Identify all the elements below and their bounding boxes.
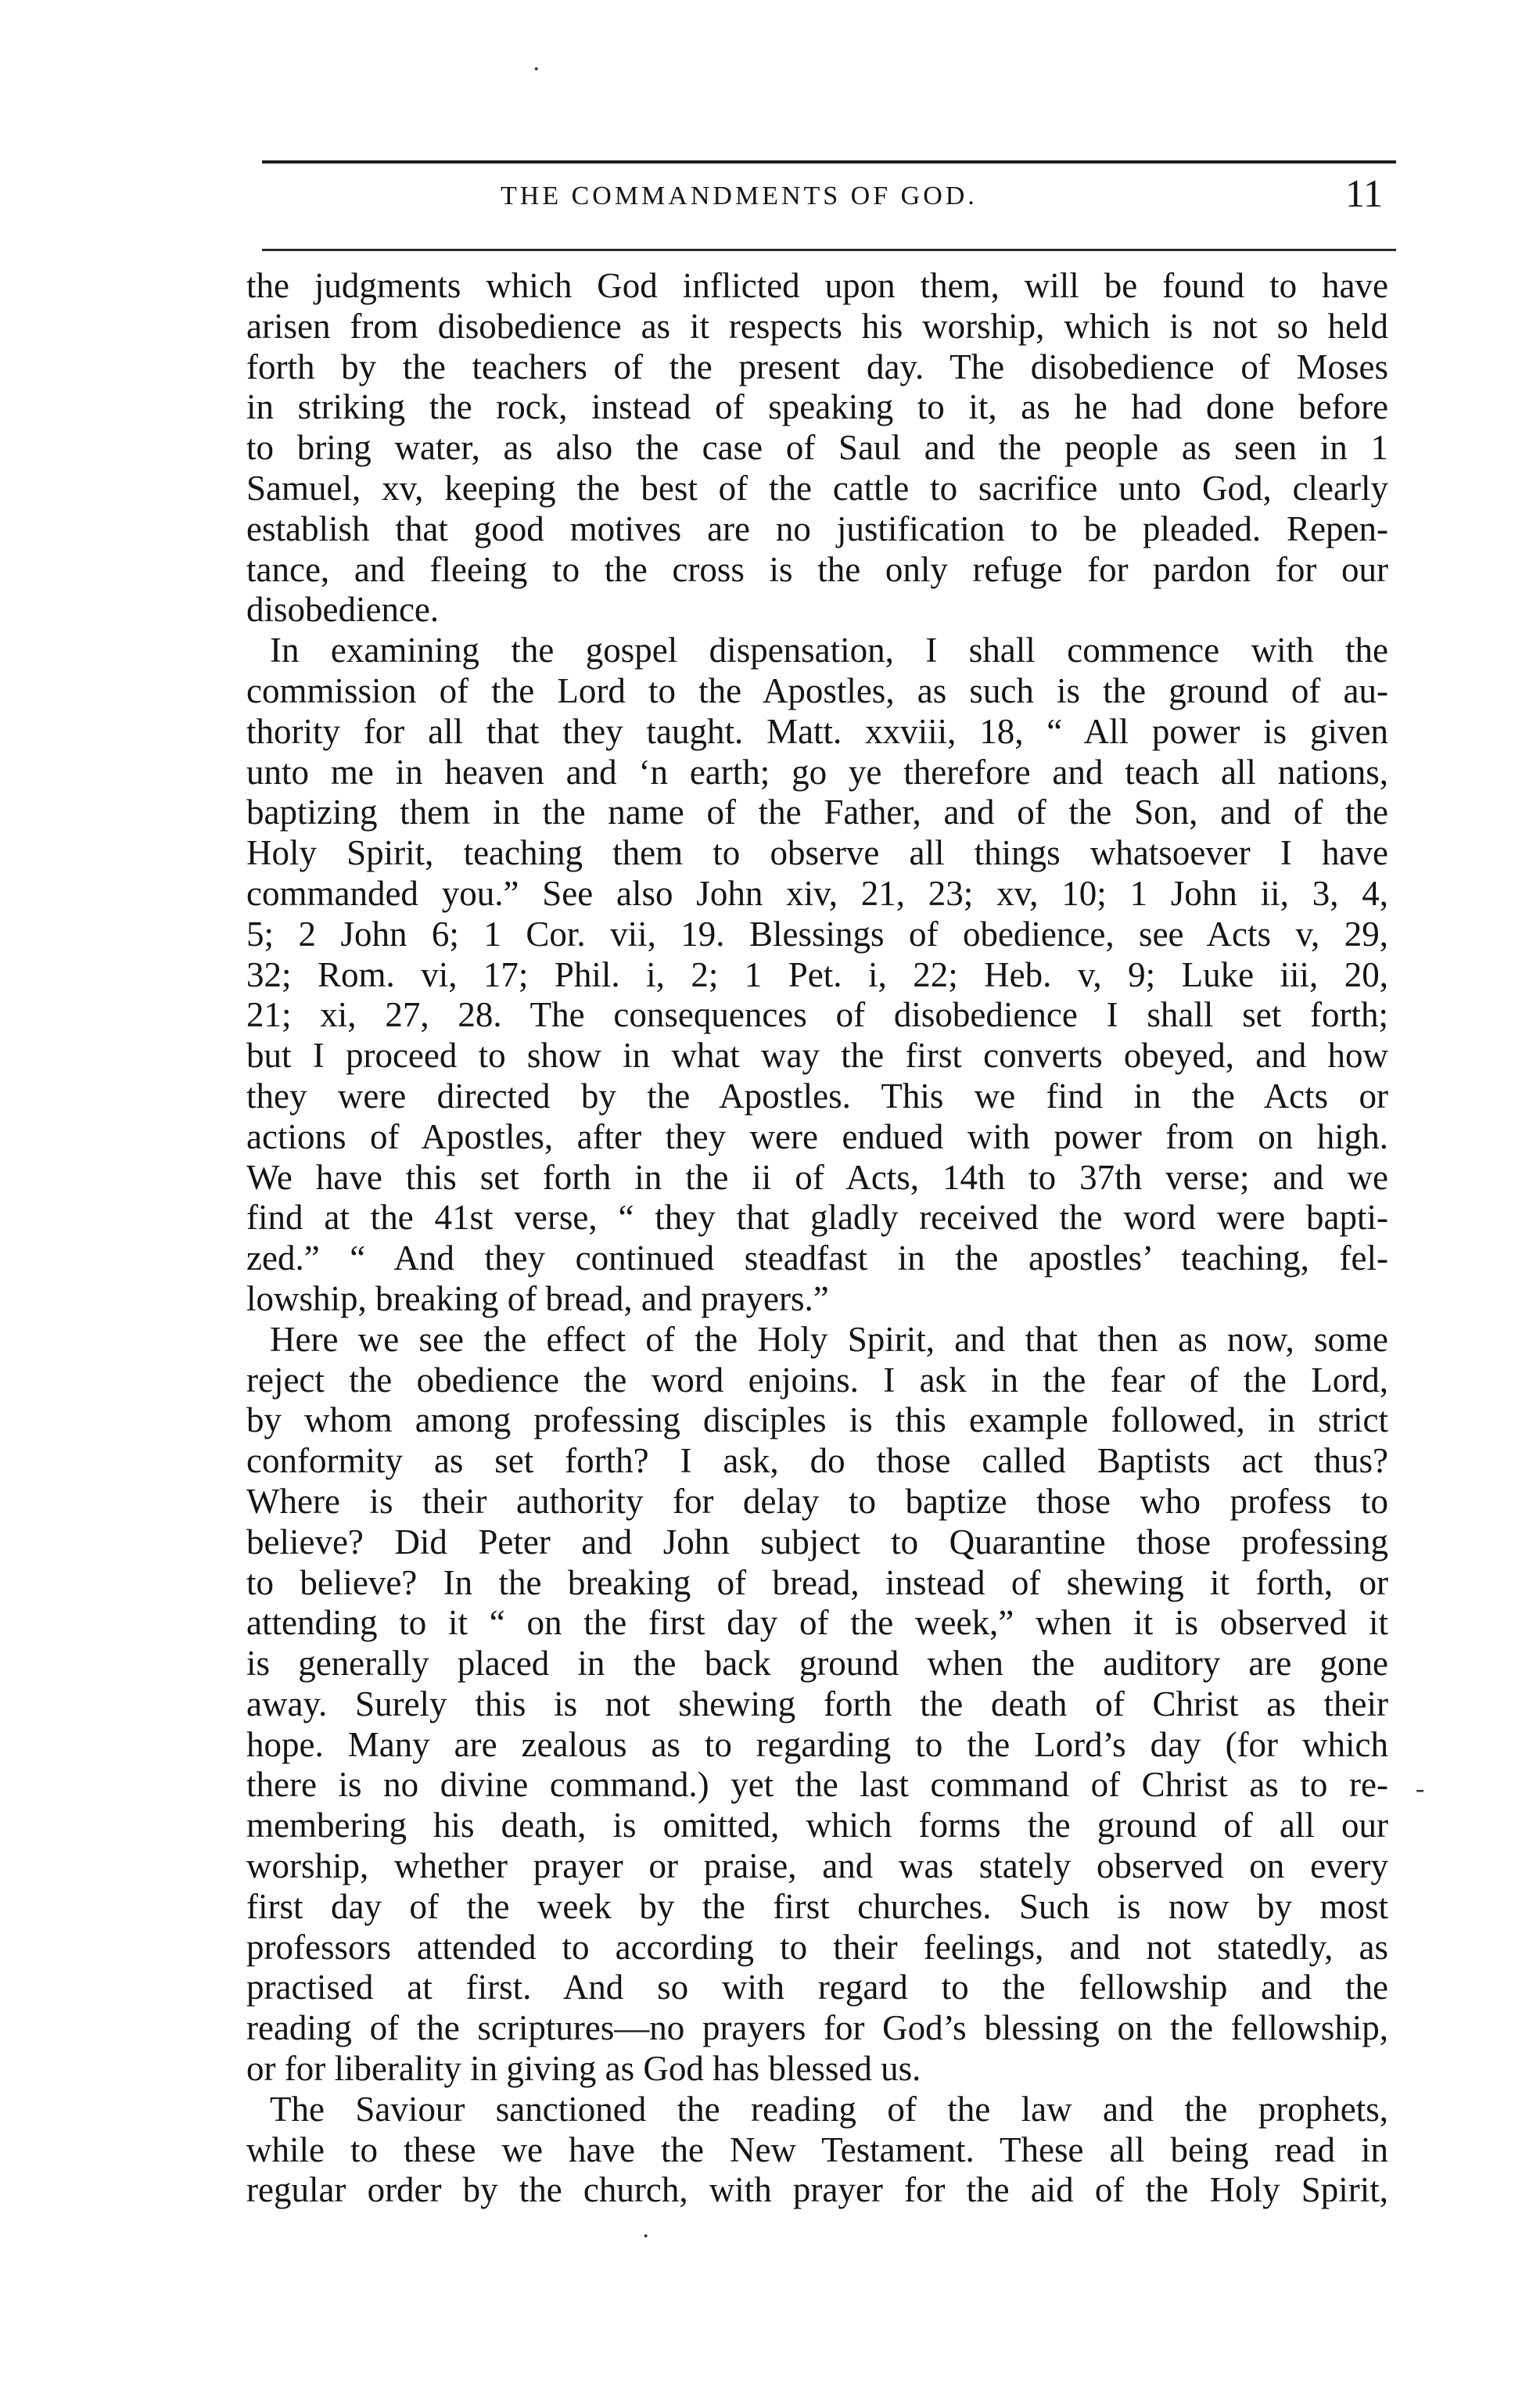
text-line: but I proceed to show in what way the first converts obeyed, and how [246,1036,1388,1076]
text-line: actions of Apostles, after they were endued with power from on high. [246,1116,1388,1156]
text-line: to believe? In the breaking of bread, instead of shewing it forth, or [246,1562,1388,1602]
print-speck: - [1416,1774,1425,1803]
text-line: first day of the week by the first churches. Such is now by most [246,1886,1388,1926]
text-line: 5; 2 John 6; 1 Cor. vii, 19. Blessings of obedience, see Acts v, 29, [246,914,1388,954]
text-line: zed.” “ And they continued steadfast in the apostles’ teaching, fel- [246,1238,1388,1278]
paragraph-first-line: The Saviour sanctioned the reading of the law and the prophets, [270,2089,1388,2129]
text-line: establish that good motives are no justification to be pleaded. Repen- [246,509,1388,548]
text-line: reading of the scriptures—no prayers for God’s blessing on the fellowship, [246,2008,1388,2048]
text-line: is generally placed in the back ground when the auditory are gone [246,1644,1388,1684]
text-line: baptizing them in the name of the Father, and of the Son, and of the [246,792,1388,832]
paragraph-first-line: In examining the gospel dispensation, I shall commence with the [270,631,1388,670]
text-line: tance, and fleeing to the cross is the only refuge for pardon for our [246,549,1388,589]
text-line: to bring water, as also the case of Saul and the people as seen in 1 [246,428,1388,468]
text-line: commanded you.” See also John xiv, 21, 23; xv, 10; 1 John ii, 3, 4, [246,873,1388,913]
text-line: by whom among professing disciples is this example followed, in strict [246,1400,1388,1440]
text-line: We have this set forth in the ii of Acts, 14th to 37th verse; and we [246,1157,1388,1197]
text-line: find at the 41st verse, “ they that gladly received the word were bapti- [246,1198,1388,1238]
text-line: professors attended to according to their feelings, and not statedly, as [246,1927,1388,1967]
text-line: 21; xi, 27, 28. The consequences of disobedience I shall set forth; [246,995,1388,1035]
text-line: reject the obedience the word enjoins. I ask in the fear of the Lord, [246,1360,1388,1400]
text-line: away. Surely this is not shewing forth the death of Christ as their [246,1684,1388,1723]
print-speck: · [532,55,541,84]
text-line: they were directed by the Apostles. This we find in the Acts or [246,1076,1388,1116]
body-text [246,266,1388,2211]
text-line: while to these we have the New Testament. These all being read in [246,2129,1388,2169]
paragraph-first-line: Here we see the effect of the Holy Spirit, and that then as now, some [270,1319,1388,1359]
text-line: worship, whether prayer or praise, and was stately observed on every [246,1846,1388,1886]
text-line: Holy Spirit, teaching them to observe all things whatsoever I have [246,833,1388,873]
text-line: thority for all that they taught. Matt. xxviii, 18, “ All power is given [246,711,1388,751]
text-line: membering his death, is omitted, which forms the ground of all our [246,1806,1388,1846]
text-line: practised at first. And so with regard to the fellowship and the [246,1968,1388,2007]
running-head: THE COMMANDMENTS OF GOD. [501,181,978,210]
text-line: unto me in heaven and ‘n earth; go ye therefore and teach all nations, [246,752,1388,792]
text-line: the judgments which God inflicted upon them, will be found to have [246,266,1388,305]
text-line: lowship, breaking of bread, and prayers.” [246,1278,829,1318]
text-line: or for liberality in giving as God has blessed us. [246,2049,921,2089]
print-speck: · [641,2222,651,2251]
text-line: Where is their authority for delay to baptize those who profess to [246,1481,1388,1521]
text-line: attending to it “ on the first day of the week,” when it is observed it [246,1603,1388,1643]
text-line: conformity as set forth? I ask, do those called Baptists act thus? [246,1441,1388,1481]
text-line: arisen from disobedience as it respects his worship, which is not so held [246,306,1388,346]
text-line: in striking the rock, instead of speaking to it, as he had done before [246,387,1388,427]
text-line: hope. Many are zealous as to regarding to the Lord’s day (for which [246,1724,1388,1764]
header-rule-bottom [262,249,1396,251]
text-line: believe? Did Peter and John subject to Quarantine those professing [246,1522,1388,1562]
text-line: regular order by the church, with prayer for the aid of the Holy Spirit, [246,2170,1388,2210]
text-line: disobedience. [246,590,440,630]
text-line: forth by the teachers of the present day. The disobedience of Moses [246,347,1388,386]
page-number: 11 [1345,171,1384,215]
header-rule-top [262,160,1396,164]
text-line: 32; Rom. vi, 17; Phil. i, 2; 1 Pet. i, 22; Heb. v, 9; Luke iii, 20, [246,954,1388,994]
text-line: there is no divine command.) yet the last command of Christ as to re- [246,1765,1388,1805]
text-line: Samuel, xv, keeping the best of the cattle to sacrifice unto God, clearly [246,468,1388,508]
text-line: commission of the Lord to the Apostles, as such is the ground of au- [246,670,1388,710]
